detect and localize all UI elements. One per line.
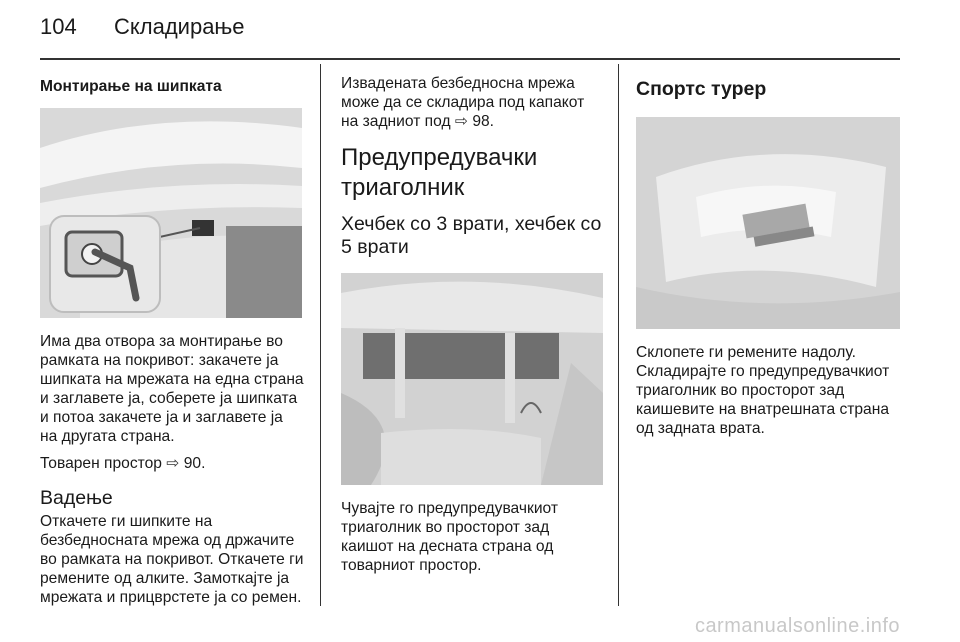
page-number: 104	[40, 14, 77, 39]
paragraph-mounting: Има два отвора за монтирање во рамката на покривот: закачете ја шипката на мрежата на една страна и заглавете ја, соберете ја шипката и потоа закачете ја и заглавете ја на другата страна.	[40, 333, 304, 445]
page-header	[40, 14, 245, 40]
header-rule	[40, 58, 900, 60]
column-divider-1	[320, 64, 321, 606]
column-divider-2	[618, 64, 619, 606]
paragraph-removal: Откачете ги шипките на безбедносната мрежа од држачите во рамката на покривот. Откачете ги ремените од алките. Замоткајте ја мрежата и прицврстете ја со ремен.	[40, 513, 304, 606]
heading-warning-triangle: Предупредувачки триаголник	[341, 144, 538, 201]
watermark: carmanualsonline.info	[694, 615, 900, 637]
reference-arrow-icon: ⇨	[166, 455, 180, 472]
column-1	[40, 66, 304, 615]
paragraph-storage: Извадената безбедносна мрежа може да се складира под капакот на задниот под ⇨ 98.	[341, 75, 585, 130]
paragraph-hatchback: Чувајте го предупредувачкиот триаголник во просторот зад каишот на десната страна од товарниот простор.	[341, 500, 559, 574]
figure-sports-tourer	[636, 117, 900, 329]
heading-removal: Вадење	[40, 487, 113, 509]
figure-rod-mounting	[40, 108, 302, 318]
figure-hatchback-triangle	[341, 273, 603, 485]
cross-reference-cargo[interactable]: Товарен простор ⇨ 90.	[40, 455, 206, 472]
column-3	[636, 66, 902, 446]
subheading-hatchback: Хечбек со 3 врати, хечбек со 5 врати	[341, 213, 602, 258]
heading-sports-tourer: Спортс турер	[636, 78, 767, 100]
section-title-mounting: Монтирање на шипката	[40, 78, 222, 95]
column-2	[341, 66, 603, 583]
page-title: Складирање	[114, 14, 245, 39]
paragraph-sports-tourer: Склопете ги ремените надолу. Складирајте го предупредувачкиот триаголник во просторот зад каишевите на внатрешната страна од задната врата.	[636, 344, 890, 437]
reference-arrow-icon: ⇨	[454, 113, 468, 130]
